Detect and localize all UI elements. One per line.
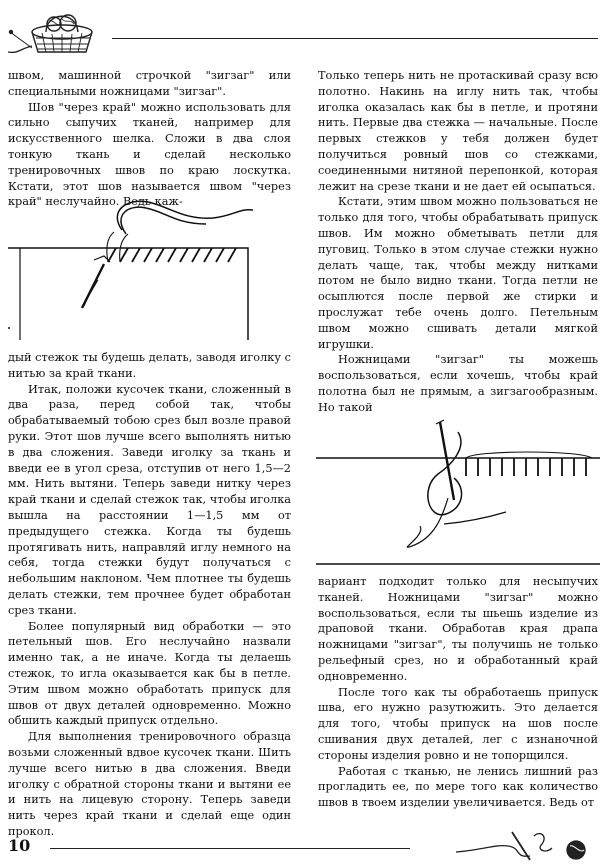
left-column-top-text xyxy=(8,68,291,210)
header-rule xyxy=(112,38,598,39)
paragraph: Только теперь нить не протаскивай сразу всю полотно. Накинь на иглу нить так, чтобы иголка оказалась как бы в петле, и протяни нить. Первые два стежка — начальные. После первых стежков у тебя должен будет получиться ровный шов со стежками, соединенными нитяной перепонкой, которая лежит на срезе ткани и не дает ей осыпаться. xyxy=(318,69,598,193)
paragraph: вариант подходит только для несыпучих тканей. Ножницами "зигзаг" можно воспользоваться, если ты шьешь изделие из драповой ткани. Обработав края драпа ножницами "зигзаг", ты получишь не только рельефный срез, но и обработанный край одновременно. xyxy=(318,575,598,683)
paragraph: Ножницами "зигзаг" ты можешь воспользоваться, если хочешь, чтобы край полотна был не прямым, а зигзагообразным. Но такой xyxy=(318,353,598,414)
paragraph: Работая с тканью, не ленись лишний раз прогладить ее, по мере того как количество швов в твоем изделии увеличивается. Ведь от xyxy=(318,764,598,810)
paragraph: Шов "через край" можно использовать для сильно сыпучих тканей, например для искусственного шелка. Сложи в два слоя тонкую ткань и сделай несколько тренировочных швов по краю лоскутка. Кстати, этот шов называется швом "через край" неслучайно. Ведь каж- xyxy=(8,100,291,209)
overcast-stitch-illustration xyxy=(8,190,293,340)
footer-rule xyxy=(50,848,410,849)
needle-thread-ornament-icon xyxy=(452,826,592,864)
left-column-bottom-text xyxy=(8,350,291,840)
page-number: 10 xyxy=(8,836,31,855)
right-column-top-text xyxy=(318,68,598,416)
paragraph: Кстати, этим швом можно пользоваться не только для того, чтобы обрабатывать припуск швов. Им можно обметывать петли для пуговиц. Только в этом случае стежки нужно делать чаще, так, чтобы между нитками потом не было видно ткани. Тогда петли не осыплются после первой же стирки и прослужат тебе очень долго. Петельным швом можно сшивать детали мягкой игрушки. xyxy=(318,195,598,351)
paragraph: Итак, положи кусочек ткани, сложенный в два раза, перед собой так, чтобы обрабатываемый тобою срез был возле правой руки. Этот шов лучше всего выполнять нитью в два сложения. Заведи иголку за ткань и введи ее в угол среза, отступив от него 1,5—2 мм. Нить вытяни. Теперь заведи нитку через край ткани и сделай стежок так, чтобы иголка вышла на расстоянии 1—1,5 мм от предыдущего стежка. Когда ты будешь протягивать нить, направляй иглу немного на себя, тогда стежки будут получаться с небольшим наклоном. Чем плотнее ты будешь делать стежки, тем прочнее будет обработан срез ткани. xyxy=(8,382,291,617)
blanket-stitch-illustration xyxy=(316,418,601,568)
paragraph: Для выполнения тренировочного образца возьми сложенный вдвое кусочек ткани. Шить лучше всего нитью в два сложения. Введи иголку с обратной стороны ткани и вытяни ее и нить на лицевую сторону. Теперь заведи нить через край ткани и сделай еще один прокол. xyxy=(8,730,291,838)
paragraph: швом, машинной строчкой "зигзаг" или специальными ножницами "зигзаг". xyxy=(8,69,291,98)
paragraph: дый стежок ты будешь делать, заводя иголку с нитью за край ткани. xyxy=(8,351,291,380)
paragraph: Более популярный вид обработки — это петельный шов. Его неслучайно назвали именно так, а не иначе. Когда ты делаешь стежок, то игла оказывается как бы в петле. Этим швом можно обработать припуск для швов от двух деталей одновременно. Можно обшить каждый припуск отдельно. xyxy=(8,619,291,728)
basket-icon xyxy=(6,2,106,58)
paragraph: После того как ты обработаешь припуск шва, его нужно разутюжить. Это делается для того, чтобы припуск на шов после сшивания двух деталей, лег с изнаночной стороны изделия ровно и не топорщился. xyxy=(318,685,598,762)
right-column-bottom-text xyxy=(318,574,598,811)
